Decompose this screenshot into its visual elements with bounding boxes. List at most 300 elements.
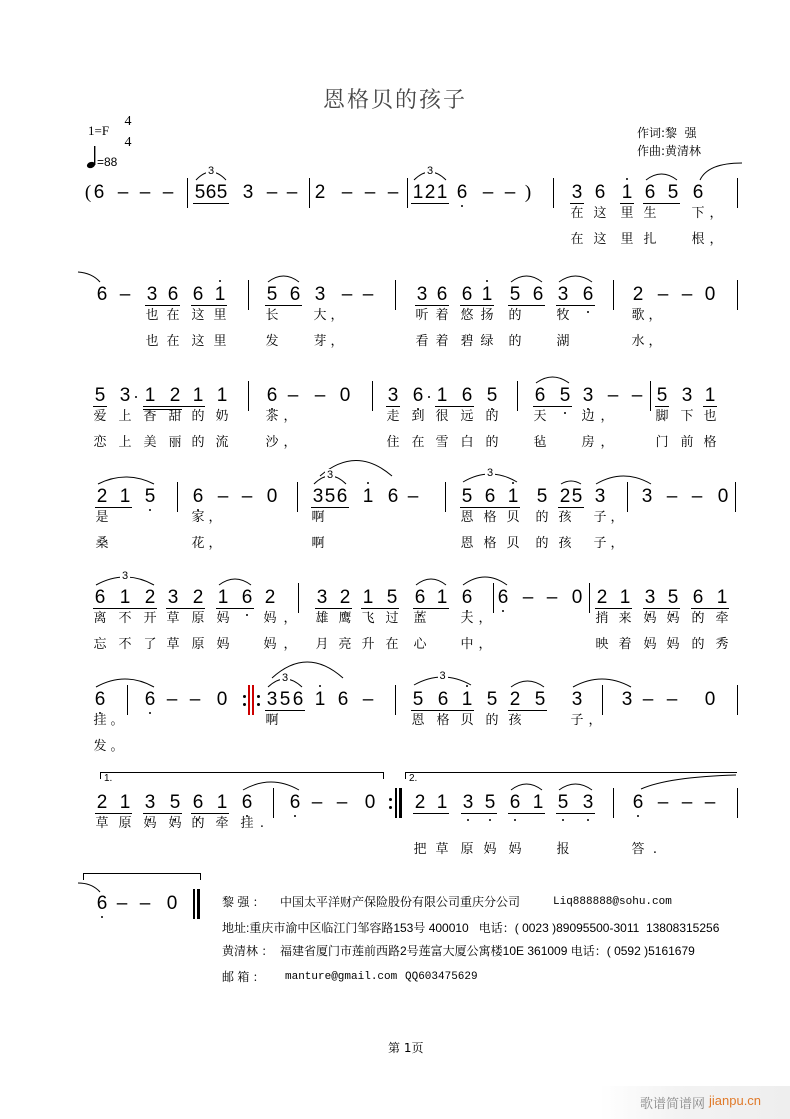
note: 6 [436,284,448,305]
note: 0 [704,284,716,305]
lyric-verse-1: 上 [118,409,132,424]
note: 2 [509,689,521,710]
sustain-dash: – [691,486,703,507]
low-octave-dot [514,819,516,821]
lyric-verse-1: 捎 [595,611,609,626]
lyric-verse-2: 美 [143,435,157,450]
note: 6 [96,284,108,305]
lyricist-credit: 作词:黎 强 [637,126,697,140]
lyric-verse-1: 妈 [168,816,182,831]
contact-address: 地址:重庆市渝中区临江门邹容路153号 400010 电话：( 0023 )89095500-3011 13808315256 [222,921,720,935]
lyric-verse-2: 毡 [533,435,547,450]
repeat-end-thin-line [395,788,397,818]
lyric-verse-1: 原 [191,611,205,626]
lyric-verse-1: 牧 [556,308,570,323]
note: 6 [241,792,253,813]
lyric-verse-2: 报 [556,842,570,857]
lyric-verse-2: 在 [166,334,180,349]
high-octave-dot [466,685,468,687]
note: 1 [436,587,448,608]
note: 1 [216,385,228,406]
lyric-verse-2: 房 [581,435,595,450]
lyric-verse-2: 在 [411,435,425,450]
lyric-verse-1: 的 [485,713,499,728]
lyric-verse-1: 的 [508,308,522,323]
sustain-dash: – [314,385,326,406]
lyric-verse-2: 这 [593,232,607,247]
barline [602,685,603,715]
lyric-verse-1: 妈 [643,611,657,626]
lyric-verse-1: 歌 [631,308,645,323]
note: 3 [582,792,594,813]
note: 6 [461,284,473,305]
note: 1 [436,385,448,406]
note: 3 [119,385,131,406]
lyric-verse-1: 走 [386,409,400,424]
repeat-dot [257,703,260,706]
contact-qq: QQ603475629 [405,971,478,983]
lyric-verse-2: 里 [213,334,227,349]
note: 6 [692,587,704,608]
note: 6 [582,284,594,305]
lyric-verse-1: ， [208,510,222,525]
lyric-verse-2: 中 [460,637,474,652]
lyric-verse-2: 原 [460,842,474,857]
lyric-verse-2: 妈 [263,637,277,652]
note: 3 [416,284,428,305]
lyric-verse-2: 雪 [435,435,449,450]
lyric-verse-1: 恩 [411,713,425,728]
lyric-verse-2: ， [600,435,614,450]
note: 1 [704,385,716,406]
note: 6 [387,486,399,507]
lyric-verse-1: 贝 [506,510,520,525]
lyric-verse-1: 的 [485,409,499,424]
barline [298,583,299,613]
note: 1 [716,587,728,608]
note: 6 [144,689,156,710]
low-octave-dot [149,509,151,511]
lyric-verse-1: 挂 [93,713,107,728]
triplet-mark: 3 [439,670,446,682]
lyric-verse-1: 雄 [315,611,329,626]
note: 5 [94,385,106,406]
lyric-verse-1: ， [330,308,344,323]
note: 6 [484,486,496,507]
lyric-verse-2: 上 [118,435,132,450]
lyric-verse-1: 香 [143,409,157,424]
lyric-verse-2: 在 [385,637,399,652]
lyric-verse-2: 孩 [558,536,572,551]
sustain-dash: – [266,182,278,203]
barline [372,381,373,411]
note: 6 [192,792,204,813]
lyric-verse-2: 草 [435,842,449,857]
note: 3 [681,385,693,406]
lyric-verse-1: 离 [93,611,107,626]
lyric-verse-1: 妈 [216,611,230,626]
low-octave-dot [564,412,566,414]
lyric-verse-2: 的 [191,435,205,450]
lyric-verse-2: 住 [386,435,400,450]
lyric-verse-1: 爱 [93,409,107,424]
note: 0 [216,689,228,710]
note: 3 [167,587,179,608]
note: 6 [241,587,253,608]
lyric-verse-2: 发 [93,739,107,754]
low-octave-dot [461,205,463,207]
lyric-verse-2: 妈 [666,637,680,652]
tempo-value: =88 [97,155,118,169]
note: 6 [692,182,704,203]
note: 1 [507,486,519,507]
lyric-verse-1: 飞 [361,611,375,626]
lyric-verse-1: 格 [436,713,450,728]
lyric-verse-1: 。 [110,713,124,728]
lyric-verse-2: 在 [570,232,584,247]
lyric-verse-1: 妈 [263,611,277,626]
page-number: 第 1页 [388,1041,424,1055]
note: 5 [484,792,496,813]
note: 5 [571,486,583,507]
barline [177,482,178,512]
lyric-verse-1: 来 [618,611,632,626]
barline [589,583,590,613]
note: 6 [336,486,348,507]
note: 2 [96,792,108,813]
note: 1 [362,486,374,507]
lyric-verse-1: 妈 [143,816,157,831]
note: 5 [216,182,228,203]
sustain-dash: – [704,792,716,813]
note: 0 [571,587,583,608]
lyric-verse-2: 草 [166,637,180,652]
note: 3 [316,587,328,608]
lyric-verse-1: 的 [191,816,205,831]
lyric-verse-1: ， [283,409,297,424]
lyric-verse-1: 贝 [460,713,474,728]
barline [737,685,738,715]
note: 6 [534,385,546,406]
note: 3 [644,587,656,608]
note: 5 [461,486,473,507]
note: 6 [337,689,349,710]
triplet-mark: 3 [426,165,434,177]
note: 6 [289,792,301,813]
sustain-dash: – [189,689,201,710]
note: 6 [497,587,509,608]
note: 1 [362,587,374,608]
note: 6 [292,689,304,710]
note: 2 [414,792,426,813]
barline [127,685,128,715]
lyric-verse-1: 茶 [265,409,279,424]
barline [613,788,614,818]
lyric-verse-1: 过 [385,611,399,626]
note: 1 [532,792,544,813]
lyric-verse-2: ， [648,334,662,349]
lyric-verse-1: 也 [703,409,717,424]
lyric-verse-1: 恩 [460,510,474,525]
sustain-dash: – [362,284,374,305]
lyric-verse-1: 牵 [715,611,729,626]
lyric-verse-2: 看 [415,334,429,349]
note: 5 [536,486,548,507]
lyric-verse-2: 着 [618,637,632,652]
lyric-verse-2: 水 [631,334,645,349]
note: 6 [594,182,606,203]
lyric-verse-1: 孩 [558,510,572,525]
augmentation-dot [135,396,137,398]
lyric-verse-1: 啊 [311,510,325,525]
lyric-verse-2: 心 [413,637,427,652]
note: 6 [644,182,656,203]
contact-lyricist-org: 中国太平洋财产保险股份有限公司重庆分公司 [280,895,521,909]
lyric-verse-1: 大 [313,308,327,323]
note: 3 [266,689,278,710]
note: 6 [94,689,106,710]
sustain-dash: – [162,182,174,203]
note: 6 [632,792,644,813]
lyric-verse-1: 扬 [480,308,494,323]
lyric-verse-2: 芽 [313,334,327,349]
barline [737,178,738,208]
lyric-verse-1: 挂 [240,816,254,831]
triplet-mark: 3 [486,467,494,479]
note: 1 [314,689,326,710]
lyric-verse-1: 甜 [168,409,182,424]
lyric-verse-2: 亮 [338,637,352,652]
contact-lyricist-email: Liq888888@sohu.com [553,896,672,908]
note: 3 [462,792,474,813]
lyric-verse-2: 。 [110,739,124,754]
note: 2 [424,182,436,203]
lyric-verse-2: 绿 [480,334,494,349]
lyric-verse-2: . [652,842,658,857]
barline [735,482,736,512]
lyric-verse-1: ， [588,713,602,728]
lyric-verse-1: 子 [570,713,584,728]
lyric-verse-1: 啊 [265,713,279,728]
contact-lyricist-label: 黎 强 ： [222,895,265,909]
lyric-verse-2: 的 [485,435,499,450]
sustain-dash: – [139,182,151,203]
low-octave-dot [101,916,103,918]
final-barline-thick [197,889,200,919]
lyric-verse-1: 草 [166,611,180,626]
watermark-site-url: jianpu.cn [709,1093,762,1108]
sustain-dash: – [482,182,494,203]
barline [407,178,408,208]
high-octave-dot [486,280,488,282]
key-signature: 1=F [88,123,110,138]
lyric-verse-1: 的 [535,510,549,525]
lyric-verse-2: 丽 [168,435,182,450]
lyric-verse-2: 白 [460,435,474,450]
lyric-verse-2: 这 [191,334,205,349]
note: 5 [486,689,498,710]
parenthesis: ( [84,182,92,203]
note: 0 [704,689,716,710]
lyric-verse-2: 升 [361,637,375,652]
note: 5 [534,689,546,710]
barline [613,280,614,310]
sustain-dash: – [504,182,516,203]
barline [309,178,310,208]
note: 3 [557,284,569,305]
repeat-barline [252,685,254,715]
repeat-barline [248,685,250,715]
lyric-verse-2: ， [283,637,297,652]
lyric-verse-1: 悠 [460,308,474,323]
lyric-verse-2: 的 [508,334,522,349]
note: 6 [192,284,204,305]
lyric-verse-2: 桑 [95,536,109,551]
lyric-verse-2: 恩 [460,536,474,551]
lyric-verse-1: 很 [435,409,449,424]
sustain-dash: – [666,689,678,710]
note: 5 [279,689,291,710]
barline [395,280,396,310]
note: 2 [144,587,156,608]
note: 5 [266,284,278,305]
lyric-verse-2: 把 [413,842,427,857]
lyric-verse-2: 扎 [643,232,657,247]
sustain-dash: – [657,792,669,813]
note: 6 [94,587,106,608]
augmentation-dot [428,396,430,398]
note: 5 [324,486,336,507]
high-octave-dot [219,280,221,282]
note: 3 [314,284,326,305]
final-barline-thin [193,889,195,919]
lyric-verse-2: ， [478,637,492,652]
note: 6 [412,385,424,406]
lyric-verse-2: 月 [315,637,329,652]
lyric-verse-2: 了 [143,637,157,652]
note: 2 [632,284,644,305]
note: 6 [266,385,278,406]
sustain-dash: – [522,587,534,608]
lyric-verse-1: ， [709,206,723,221]
time-signature-top: 4 [124,114,132,129]
low-octave-dot [562,819,564,821]
note: 3 [594,486,606,507]
volta-ending-label: 2. [409,773,418,784]
note: 0 [364,792,376,813]
lyric-verse-2: 湖 [556,334,570,349]
note: 1 [412,182,424,203]
lyric-verse-2: 啊 [311,536,325,551]
triplet-mark: 3 [121,570,129,582]
note: 6 [96,893,108,914]
lyric-verse-1: 在 [570,206,584,221]
sustain-dash: – [116,893,128,914]
sustain-dash: – [407,486,419,507]
note: 2 [596,587,608,608]
lyric-verse-2: 恋 [93,435,107,450]
note: 6 [456,182,468,203]
high-octave-dot [367,482,369,484]
lyric-verse-2: 秀 [715,637,729,652]
lyric-verse-2: 里 [620,232,634,247]
barline [627,482,628,512]
barline [395,685,396,715]
lyric-verse-2: 流 [215,435,229,450]
volta-bracket [100,772,384,779]
low-octave-dot [149,712,151,714]
lyric-verse-1: 奶 [215,409,229,424]
lyric-verse-1: 不 [118,611,132,626]
lyric-verse-2: 发 [265,334,279,349]
note: 6 [414,587,426,608]
contact-mail-email: manture@gmail.com [285,971,398,983]
lyric-verse-1: 的 [191,409,205,424]
lyric-verse-1: 草 [95,816,109,831]
lyric-verse-2: 妈 [483,842,497,857]
lyric-verse-2: 根 [691,232,705,247]
repeat-dot [389,798,392,801]
note: 2 [192,587,204,608]
lyric-verse-1: 到 [411,409,425,424]
note: 1 [481,284,493,305]
triplet-mark: 3 [326,469,334,481]
lyric-verse-1: 长 [265,308,279,323]
lyric-verse-2: 沙 [265,435,279,450]
note: 5 [557,792,569,813]
sustain-dash: – [341,182,353,203]
lyric-verse-2: ， [283,435,297,450]
note: 1 [436,792,448,813]
barline [517,381,518,411]
note: 1 [192,385,204,406]
lyric-verse-1: 家 [191,510,205,525]
time-signature-bottom: 4 [124,135,132,150]
lyric-verse-1: ， [600,409,614,424]
lyric-verse-2: 也 [145,334,159,349]
note: 3 [144,792,156,813]
lyric-verse-2: 门 [655,435,669,450]
note: 1 [144,385,156,406]
lyric-verse-1: 天 [533,409,547,424]
repeat-dot [389,806,392,809]
note: 1 [436,182,448,203]
lyric-verse-2: 着 [435,334,449,349]
note: 2 [264,587,276,608]
repeat-dot [243,703,246,706]
note: 6 [461,385,473,406]
lyric-verse-2: ， [709,232,723,247]
barline [248,280,249,310]
lyric-verse-1: 下 [680,409,694,424]
volta-ending-label: 1. [104,773,113,784]
low-octave-dot [587,819,589,821]
note: 1 [621,182,633,203]
sustain-dash: – [387,182,399,203]
note: 0 [166,893,178,914]
lyric-verse-2: 前 [680,435,694,450]
note: 3 [387,385,399,406]
lyric-verse-2: ， [208,536,222,551]
lyric-verse-1: ， [478,611,492,626]
barline [297,482,298,512]
lyric-verse-1: 这 [593,206,607,221]
low-octave-dot [294,815,296,817]
contact-mail-label: 邮 箱 ： [222,970,265,984]
note: 3 [571,182,583,203]
lyric-verse-2: ， [610,536,624,551]
sustain-dash: – [631,385,643,406]
